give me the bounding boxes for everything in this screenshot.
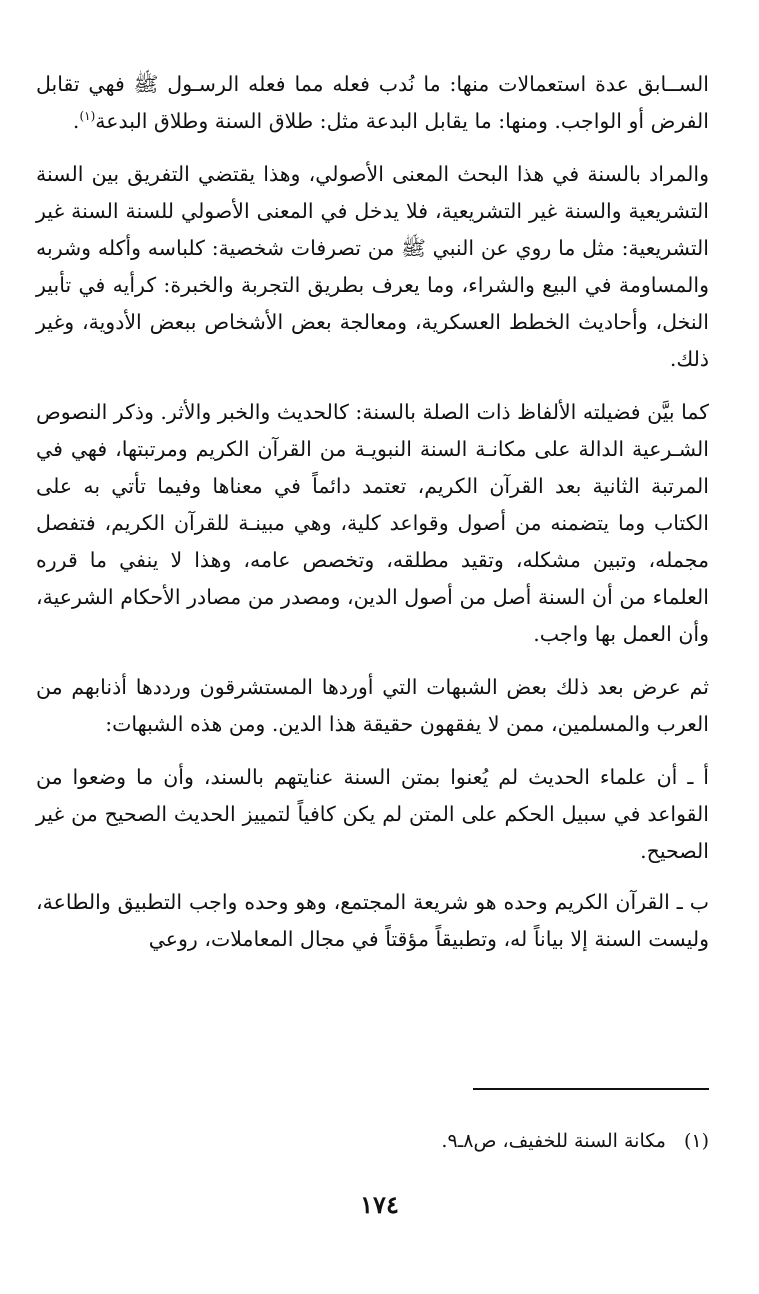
paragraph-5: أ ـ أن علماء الحديث لم يُعنوا بمتن السنة عنايتهم بالسند، وأن ما وضعوا من القواعد في سبيل الحكم على المتن لم يكن كافياً لتمييز الحديث الصحيح من غير الصحيح. xyxy=(36,765,709,863)
paragraph-1-text: الســابق عدة استعمالات منها: ما نُدب فعله مما فعله الرسـول ﷺ فهي تقابل الفرض أو الواجب. ومنها: ما يقابل البدعة مثل: طلاق السنة وطلاق البدعة xyxy=(36,72,709,133)
footnote xyxy=(441,1126,709,1156)
page-body xyxy=(36,66,709,972)
page-number: ١٧٤ xyxy=(360,1190,399,1219)
paragraph-1 xyxy=(36,66,709,140)
footnote-divider xyxy=(473,1088,709,1090)
footnote-reference: (١) xyxy=(79,109,96,124)
paragraph-2: والمراد بالسنة في هذا البحث المعنى الأصولي، وهذا يقتضي التفريق بين السنة التشريعية والسنة غير التشريعية، فلا يدخل في المعنى الأصولي للسنة السنة غير التشريعية: مثل ما روي عن النبي ﷺ من تصرفات شخصية: كلباسه وأكله وشربه والمساومة في البيع والشراء، وما يعرف بطريق التجربة والخبرة: كرأيه في تأبير النخل، وأحاديث الخطط العسكرية، ومعالجة بعض الأشخاص ببعض الأدوية، وغير ذلك. xyxy=(36,162,709,371)
paragraph-6: ب ـ القرآن الكريم وحده هو شريعة المجتمع، وهو وحده واجب التطبيق والطاعة، وليست السنة إلا بياناً له، وتطبيقاً مؤقتاً في مجال المعاملات، روعي xyxy=(36,890,709,951)
paragraph-4: ثم عرض بعد ذلك بعض الشبهات التي أوردها المستشرقون ورددها أذنابهم من العرب والمسلمين، ممن لا يفقهون حقيقة هذا الدين. ومن هذه الشبهات: xyxy=(36,675,709,736)
paragraph-3: كما بيَّن فضيلته الألفاظ ذات الصلة بالسنة: كالحديث والخبر والأثر. وذكر النصوص الشـرعية الدالة على مكانـة السنة النبويـة من القرآن الكريم ومرتبتها، فهي في المرتبة الثانية بعد القرآن الكريم، تعتمد دائماً في معناها وفيما تأتي به على الكتاب وما يتضمنه من أصول وقواعد كلية، وهي مبينـة للقرآن الكريم، فتفصل مجمله، وتبين مشكله، وتقيد مطلقه، وتخصص عامه، وهذا لا ينفي ما قرره العلماء من أن السنة أصل من أصول الدين، ومصدر من مصادر الأحكام الشرعية، وأن العمل بها واجب. xyxy=(35,400,709,646)
paragraph-1-end: . xyxy=(72,109,80,133)
footnote-number: (١) xyxy=(683,1130,709,1152)
footnote-text: مكانة السنة للخفيف، ص٨ـ٩. xyxy=(441,1130,666,1152)
